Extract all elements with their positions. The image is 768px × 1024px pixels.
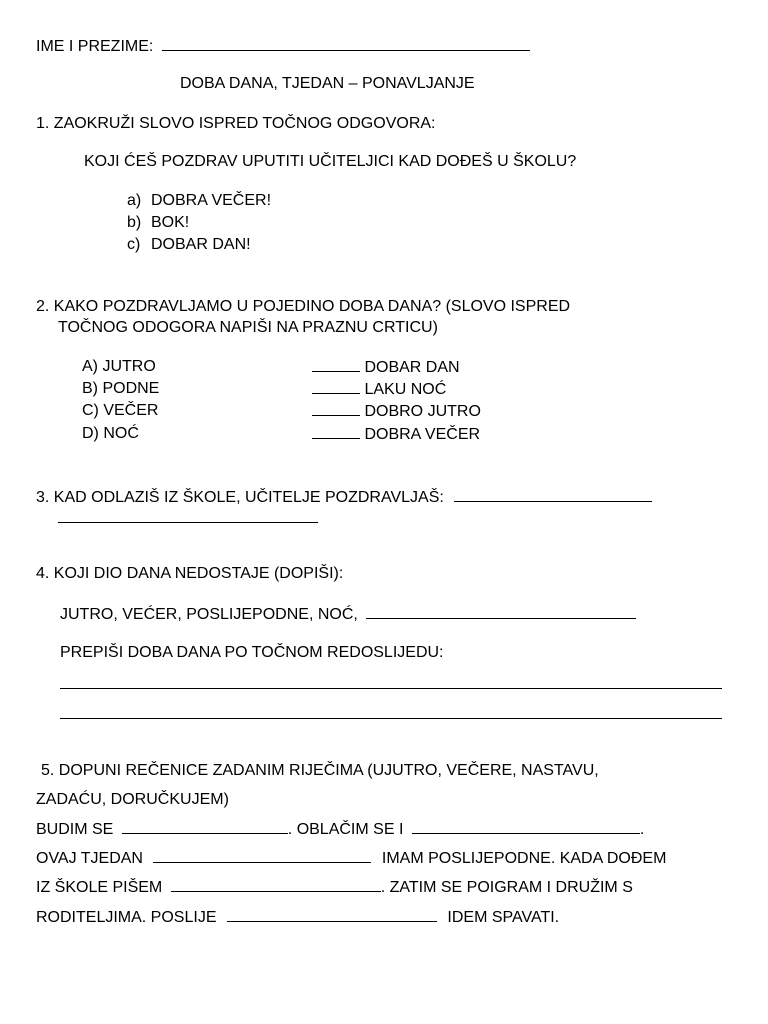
q3-line <box>36 487 652 508</box>
sentence-text: IZ ŠKOLE PIŠEM <box>36 879 163 896</box>
q4-answer-line-1[interactable] <box>60 688 722 689</box>
answer-blank[interactable] <box>312 379 360 394</box>
q3-blank[interactable] <box>454 487 652 502</box>
right-text: DOBRA VEČER <box>364 426 481 443</box>
q2-line1: 2. KAKO POZDRAVLJAMO U POJEDINO DOBA DANA? (SLOVO ISPRED <box>36 298 571 315</box>
q3-blank-continued[interactable] <box>58 522 318 523</box>
q2-right-item <box>312 401 481 422</box>
q5-line2: ZADAĆU, DORUČKUJEM) <box>36 791 229 808</box>
right-text: DOBRO JUTRO <box>364 403 481 420</box>
option-text: DOBAR DAN! <box>151 236 251 253</box>
option-text: DOBRA VEČER! <box>151 192 272 209</box>
sentence-text: RODITELJIMA. POSLIJE <box>36 909 217 926</box>
sentence-text: . OBLAČIM SE I <box>287 821 404 838</box>
q1-option-c[interactable] <box>127 235 251 255</box>
q3-text: 3. KAD ODLAZIŠ IZ ŠKOLE, UČITELJE POZDRAVLJAŠ: <box>36 489 444 506</box>
option-letter: b) <box>127 214 142 231</box>
q2-line2: TOČNOG ODOGORA NAPIŠI NA PRAZNU CRTICU) <box>58 319 438 336</box>
option-text: BOK! <box>151 214 190 231</box>
sentence-text: OVAJ TJEDAN <box>36 850 143 867</box>
q2-left-item: C) VEČER <box>82 402 159 419</box>
answer-blank[interactable] <box>312 424 360 439</box>
q4-missing-blank[interactable] <box>366 604 636 619</box>
right-text: LAKU NOĆ <box>364 381 447 398</box>
q5-blank-3[interactable] <box>153 848 371 863</box>
q4-instruction: PREPIŠI DOBA DANA PO TOČNOM REDOSLIJEDU: <box>60 644 444 661</box>
q5-line1: 5. DOPUNI REČENICE ZADANIM RIJEČIMA (UJUTRO, VEČERE, NASTAVU, <box>41 762 599 779</box>
answer-blank[interactable] <box>312 401 360 416</box>
option-letter: a) <box>127 192 142 209</box>
q5-blank-4[interactable] <box>171 877 381 892</box>
sentence-text: . ZATIM SE POIGRAM I DRUŽIM S <box>380 879 633 896</box>
q5-sentence-1 <box>36 819 644 840</box>
q1-title: 1. ZAOKRUŽI SLOVO ISPRED TOČNOG ODGOVORA: <box>36 115 436 132</box>
q5-blank-2[interactable] <box>412 819 640 834</box>
q1-question: KOJI ĆEŠ POZDRAV UPUTITI UČITELJICI KAD DOĐEŠ U ŠKOLU? <box>84 153 577 170</box>
q5-blank-1[interactable] <box>122 819 288 834</box>
q2-left-item: B) PODNE <box>82 380 160 397</box>
name-line <box>36 36 530 57</box>
q5-sentence-2 <box>36 848 666 869</box>
sentence-text: IMAM POSLIJEPODNE. KADA DOĐEM <box>381 850 667 867</box>
q2-left-item: D) NOĆ <box>82 425 139 442</box>
sentence-text: IDEM SPAVATI. <box>447 909 560 926</box>
right-text: DOBAR DAN <box>364 359 460 376</box>
answer-blank[interactable] <box>312 357 360 372</box>
name-blank[interactable] <box>162 36 530 51</box>
q4-title: 4. KOJI DIO DANA NEDOSTAJE (DOPIŠI): <box>36 565 344 582</box>
option-letter: c) <box>127 236 141 253</box>
q1-option-a[interactable] <box>127 191 271 211</box>
q5-sentence-3 <box>36 877 633 898</box>
q4-sequence-line <box>60 604 636 625</box>
sentence-text: BUDIM SE <box>36 821 114 838</box>
q5-sentence-4 <box>36 907 559 928</box>
q2-right-item <box>312 357 460 378</box>
q2-right-item <box>312 424 480 445</box>
q4-sequence: JUTRO, VEĆER, POSLIJEPODNE, NOĆ, <box>60 606 358 623</box>
q1-option-b[interactable] <box>127 213 189 233</box>
q2-right-item <box>312 379 446 400</box>
sentence-text: . <box>639 821 645 838</box>
name-label: IME I PREZIME: <box>36 38 154 55</box>
q4-answer-line-2[interactable] <box>60 718 722 719</box>
q2-left-item: A) JUTRO <box>82 358 156 375</box>
q5-blank-5[interactable] <box>227 907 437 922</box>
worksheet-title: DOBA DANA, TJEDAN – PONAVLJANJE <box>180 75 475 92</box>
